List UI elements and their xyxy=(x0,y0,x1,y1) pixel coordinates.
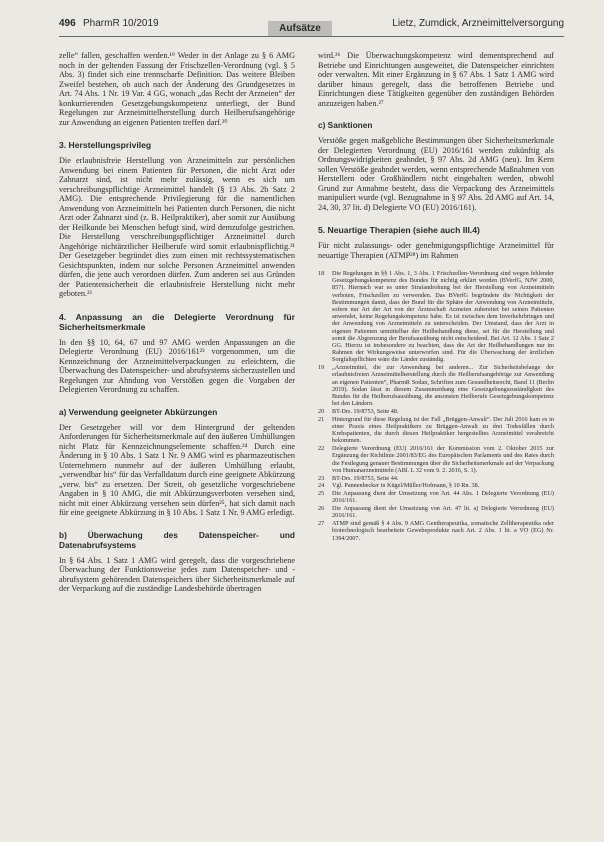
footnote-number: 20 xyxy=(318,408,325,416)
footnote-number: 24 xyxy=(318,482,325,490)
footnote xyxy=(318,520,554,542)
footnotes xyxy=(318,270,554,542)
footnote-text: ATMP sind gemäß § 4 Abs. 9 AMG Gentherapeutika, somatische Zelltherapeutika oder biotechnologisch bearbeitete Gewebeprodukte nach Art. 2 Abs. 1 lit. a VO (EG) Nr. 1394/2007. xyxy=(332,520,554,542)
footnote-number: 19 xyxy=(318,364,325,372)
footnote xyxy=(318,475,554,482)
footnote-number: 27 xyxy=(318,520,325,528)
paragraph: wird.²⁶ Die Überwachungskompetenz wird dementsprechend auf Betriebe und Einrichtungen ausgeweitet, die Datenspeicher einrichten oder verwalten. Mit einer Ergänzung in § 67 Abs. 1 Satz 1 AMG wird darüber hinaus geregelt, dass die betroffenen Betriebe und Einrichtungen diese Tätigkeiten gegenüber den zuständigen Behörden anzuzeigen haben.²⁷ xyxy=(318,51,554,108)
header-rule xyxy=(59,36,564,37)
footnote-text: Delegierte Verordnung (EU) 2016/161 der Kommission vom 2. Oktober 2015 zur Ergänzung der Richtlinie 2001/83/EG des Europäischen Parlaments und des Rates durch die Festlegung genauer Bestimmungen über die Sicherheitsmerkmale auf der Verpackung von Humanarzneimitteln (ABl. L 32 vom 9. 2. 2016, S. 1). xyxy=(332,445,554,474)
footnote xyxy=(318,482,554,489)
left-column xyxy=(59,51,295,594)
section-heading: 5. Neuartige Therapien (siehe auch III.4) xyxy=(318,225,480,235)
footnote-text: Vgl. Pannenbecker in Kügel/Müller/Hofmann, § 10 Rn. 38. xyxy=(332,482,480,490)
footnote-number: 22 xyxy=(318,445,325,453)
footnote-text: Die Anpassung dient der Umsetzung von Art. 47 lit. a) Delegierte Verordnung (EU) 2016/161. xyxy=(332,505,554,520)
footnote-text: „Arzneimittel, die zur Anwendung bei anderen... Zur Sicherheitsbelange der erlaubnisfreien Arzneimittelherstellung durch die Heilberufsangehörige zur Anwendung an eigenen Patienten“, PharmR Sodan, Schriften zum Gesundheitsrecht, Band 11 (Berlin 2019). Sodan lässt in diesem Zusammenhang eine Gesetzgebungszuständigkeit des Bundes für die Heilberufsausübung, die ansonsten Heilberufe Gesetzgebungskompetenz bei den Ländern. xyxy=(332,364,554,408)
footnote xyxy=(318,490,554,504)
footnote xyxy=(318,505,554,519)
footnote-text: BT-Drs. 19/8753, Seite 44. xyxy=(332,474,399,482)
footnote-text: Die Regelungen in §§ 1 Abs. 1, 3 Abs. 1 Frischzellen-Verordnung sind wegen fehlender Gesetzgebungskompetenz des Bundes für nichtig erklärt worden (BVerfG, NJW 2000, 857). Hiernach war es unter Strafandrohung bei der Herstellung von Arzneimitteln verboten, Frischzellen zu verwenden. Das BVerfG begründete die Nichtigkeit der Bestimmungen damit, dass der Bund für die Sphäre der Anwendung von Arzneimitteln, sofern nur Art der Art von der Ärzteschaft Arzneien zubereitet bei seinen Patienten anwendet, keine Regelungskompetenz habe. Es ist zwischen dem Inverkehrbringen und der Anwendung von Arzneimitteln zu unterscheiden. Der Umstand, dass der Arzt in eigenen Patienten unmittelbar der Heilbehandlung diene, sei für die Herstellung und somit die Abgrenzung der Berufsausübung nicht entscheidend. Bei Art. 12 Abs. 1 Satz 2 GG. Hierzu ist insbesondere zu beachten, dass die Art der Heilbehandlungen nur im Rahmen der Wirkungsweise unterworfen sind. Für die Überwachung der ärztlichen Sorgfaltspflichten wäre die Länder zuständig. xyxy=(332,270,554,364)
paragraph: Der Gesetzgeber will vor dem Hintergrund der geltenden Anforderungen für Sicherheitsmerkmale auf den äußeren Umhüllungen nicht Platz für Kennzeichnungselemente schaffen.²⁴ Durch eine Änderung in § 10 Abs. 1 Satz 1 Nr. 9 AMG wird es pharmazeutischen Unternehmern nunmehr auf der äußeren Umhüllung erlaubt, „verwendbar bis“ für das Verfalldatum durch eine geeignete Abkürzung „verw. bis“ zu ersetzen. Der Streit, ob gesetzliche vorgeschriebene Angaben in § 10 AMG, die mit Abkürzungsverboten versehen sind, nicht mit einer Abkürzung versehen sein dürfen²⁵, hat sich damit nach für eine geeignete Abkürzung in § 10 Abs. 1 Satz 1 Nr. 9 AMG erledigt. xyxy=(59,422,295,517)
section-heading: 3. Herstellungsprivileg xyxy=(59,140,152,150)
footnote xyxy=(318,270,554,364)
footnote-text: Hintergrund für diese Regelung ist der Fall „Brüggen-Anwalt“. Der Juli 2016 kam es in einer Praxis eines Heilpraktikers zu Brüggen-Anwalt zu drei Todesfällen durch Krebspatienten, die durch diesen Heilpraktiker hergestelltes Arzneimittel verabreicht bekommen. xyxy=(332,415,554,445)
footnote-text: BT-Drs. 19/8753, Seite 48. xyxy=(332,408,399,416)
right-column xyxy=(318,51,554,542)
paragraph: Verstöße gegen maßgebliche Bestimmungen über Sicherheitsmerkmale der Delegierten Verordnung (EU) 2016/161 werden zukünftig als Ordnungswidrigkeiten geahndet, § 97 Abs. 2d AMG (neu). Im Kern sollen Verstöße geahndet werden, wenn entsprechende Maßnahmen von Herstellern oder Großhändlern nicht eingehalten werden, obwohl Grund zur Annahme besteht, dass die Verpackung des Arzneimittels manipuliert wurde (vgl. Bezugnahme in § 97 Abs. 2d AMG auf Art. 14, 24, 30, 37 lit. d) Delegierte VO (EU) 2016/161). xyxy=(318,136,554,212)
footnote-text: Die Anpassung dient der Umsetzung von Art. 44 Abs. 1 Delegierte Verordnung (EU) 2016/161. xyxy=(332,490,554,505)
footnote-number: 25 xyxy=(318,490,325,498)
footnote-number: 23 xyxy=(318,474,325,482)
footnote xyxy=(318,364,554,407)
page-header xyxy=(0,14,604,36)
footnote-number: 21 xyxy=(318,415,325,423)
page-number: 496 xyxy=(59,18,76,29)
subsection-heading: a) Verwendung geeigneter Abkürzungen xyxy=(59,406,218,417)
footnote-number: 18 xyxy=(318,270,325,277)
journal-citation: PharmR 10/2019 xyxy=(83,18,159,29)
paragraph: zelle“ fallen, geschaffen werden.¹⁹ Weder in der Anlage zu § 6 AMG noch in der geltenden Fassung der Frischzellen-Verordnung (vgl. § 5 Abs. 3) findet sich eine trennscharfe Definition. Das weitere Bleiben Zweifel bestehen, ob auch nach der Änderung des Grundgesetzes in Art. 74 Abs. 1 Nr. 19 Var. 4 GG, wonach „das Recht der Arzneien“ der konkurrierenden Gesetzgebungskompetenz unterliegt, der Bund Regelungen zur Arzneimittelherstellung durch Heilberufsangehörige zur Anwendung an eigenen Patienten treffen darf.²⁰ xyxy=(59,51,295,127)
running-title: Lietz, Zumdick, Arzneimittelversorgung xyxy=(392,18,564,29)
footnote xyxy=(318,408,554,415)
section-label: Aufsätze xyxy=(268,21,332,37)
paragraph: Für nicht zulassungs- oder genehmigungspflichtige Arzneimittel für neuartige Therapien (ATMP²⁸) im Rahmen xyxy=(318,241,554,260)
footnote xyxy=(318,416,554,445)
section-heading: 4. Anpassung an die Delegierte Verordnung für Sicherheitsmerkmale xyxy=(59,311,295,332)
footnote xyxy=(318,445,554,474)
subsection-heading: c) Sanktionen xyxy=(318,120,373,130)
subsection-heading: b) Überwachung des Datenspeicher- und Datenabrufsystems xyxy=(59,529,295,550)
paragraph: In § 64 Abs. 1 Satz 1 AMG wird geregelt, dass die vorgeschriebene Überwachung der Funktionsweise jedes zum Datenspeicher- und -abrufsystem gehörenden Datenspeichers über Sicherheitsmerkmale auf der Verpackung auf die zuständige Landesbehörde übertragen xyxy=(59,555,295,593)
paragraph: Die erlaubnisfreie Herstellung von Arzneimitteln zur persönlichen Anwendung bei einem Patienten für Personen, die nicht Arzt oder Zahnarzt sind, ist nicht mehr zulässig, wenn es sich um verschreibungspflichtige Arzneimittel handelt (§ 13 Abs. 2b Satz 2 AMG). Die entsprechende Privilegierung für die namentlichen Anwendung von Arzneimitteln bei Patienten durch Personen, die nicht Arzt oder Zahnarzt sind (z. B. Heilpraktiker), aber somit zur Ausübung der Heilkunde bei Menschen befugt sind, wird demzufolge gestrichen. Die Herstellung verschreibungspflichtiger Arzneimittel durch Angehörige nichtärztlicher Heilberufe wird somit erlaubnispflichtig.²¹ Der Gesetzgeber begründet dies zum einen mit rechtssystematischen Gesichtspunkten, indem nur solche Personen Arzneimittel anwenden dürfen, die jene auch verordnen dürfen. Zum anderen sei aus Gründen der Patientensicherheit die erlaubnisfreie Herstellung nicht mehr geboten.²² xyxy=(59,156,295,298)
paragraph: In den §§ 10, 64, 67 und 97 AMG werden Anpassungen an die Delegierte Verordnung (EU) 2016/161²³ vorgenommen, um die Kennzeichnung der Arzneimittelverpackungen zu erleichtern, die Überwachung des Datenspeicher- und abrufsystems sicherzustellen und Regelungen zur Ahndung von Verstößen gegen die Vorgaben der Delegierten Verordnung zu schaffen. xyxy=(59,337,295,394)
footnote-number: 26 xyxy=(318,505,325,513)
